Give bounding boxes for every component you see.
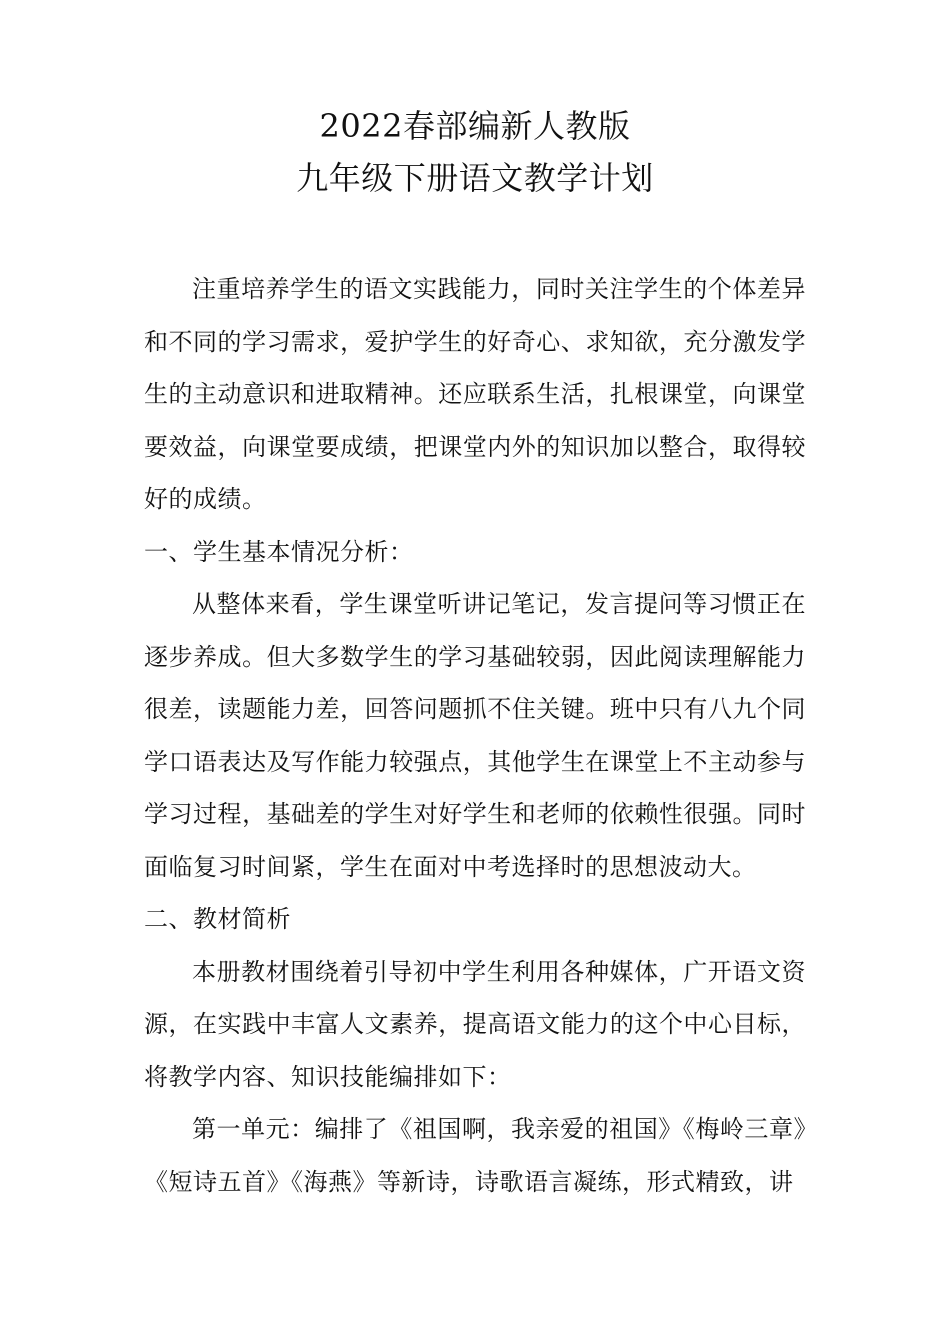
- student-analysis-paragraph: 从整体来看，学生课堂听讲记笔记，发言提问等习惯正在逐步养成。但大多数学生的学习基础较弱，因此阅读理解能力很差，读题能力差，回答问题抓不住关键。班中只有八九个同学口语表达及写作能力较强点，其他学生在课堂上不主动参与学习过程，基础差的学生对好学生和老师的依赖性很强。同时面临复习时间紧，学生在面对中考选择时的思想波动大。: [144, 590, 806, 881]
- document-title: [0, 100, 950, 204]
- unit-one-paragraph: 第一单元：编排了《祖国啊，我亲爱的祖国》《梅岭三章》《短诗五首》《海燕》等新诗，诗歌语言凝练，形式精致，讲: [144, 1115, 806, 1196]
- title-line-1: 2022春部编新人教版: [319, 107, 631, 145]
- section-heading-student-analysis: 一、学生基本情况分析：: [144, 537, 414, 566]
- intro-paragraph: 注重培养学生的语文实践能力，同时关注学生的个体差异和不同的学习需求，爱护学生的好奇心、求知欲，充分激发学生的主动意识和进取精神。还应联系生活，扎根课堂，向课堂要效益，向课堂要成绩，把课堂内外的知识加以整合，取得较好的成绩。: [144, 275, 806, 513]
- textbook-analysis-paragraph: 本册教材围绕着引导初中学生利用各种媒体，广开语文资源，在实践中丰富人文素养，提高语文能力的这个中心目标，将教学内容、知识技能编排如下：: [144, 957, 806, 1091]
- section-heading-textbook-analysis: 二、教材简析: [144, 905, 291, 933]
- title-line-2: 九年级下册语文教学计划: [296, 159, 654, 197]
- document-body: [144, 263, 806, 1208]
